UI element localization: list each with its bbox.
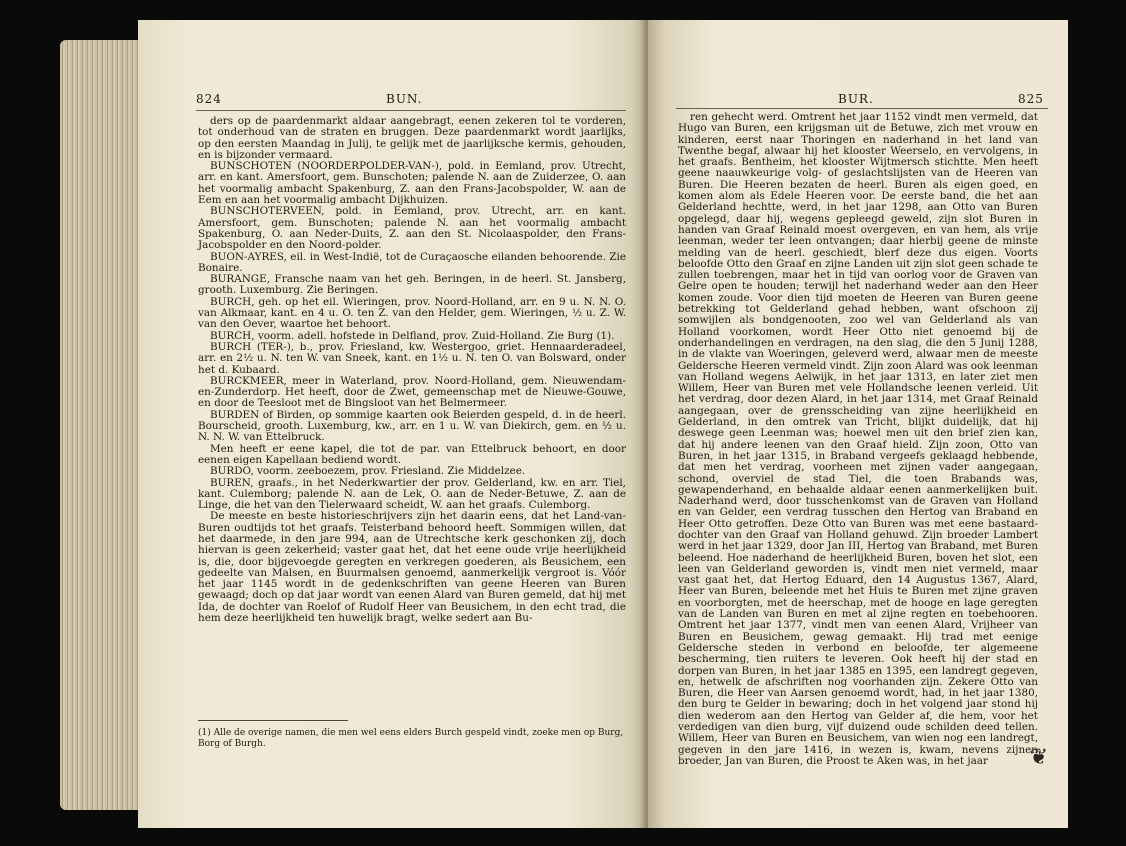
- paragraph: BURDO, voorm. zeeboezem, prov. Friesland. Zie Middelzee.: [210, 465, 526, 478]
- left-page: [138, 20, 646, 828]
- paragraph: BURANGE, Fransche naam van het geh. Beringen, in de heerl. St. Jansberg, grooth. Luxemburg. Zie Beringen.: [198, 273, 626, 297]
- paragraph: BURDEN of Birden, op sommige kaarten ook Beierden gespeld, d. in de heerl. Bourscheid, grooth. Luxemburg, kw., arr. en 1 u. W. van Diekirch, gem. en ½ u. N. N. W. van Ettelbruck.: [198, 408, 626, 444]
- paragraph: ren gehecht werd. Omtrent het jaar 1152 vindt men vermeld, dat Hugo van Buren, een krijgsman uit de Betuwe, zich met vrouw en kinderen, eerst naar Thoringen en naderhand in het land van Twenthe begaf, alwaar hij het klooster Weerselo, en vervolgens, in het graafs. Bentheim, het klooster Wijtmersch stichtte. Men heeft geene naauwkeurige volg- of geslachtslijsten van de Heeren van Buren. Die Heeren bezaten de heerl. Buren als eigen goed, en komen alom als Edele Heeren voor. De eerste band, die het aan Gelderland hechtte, werd, in het jaar 1298, aan Otto van Buren opgelegd, daar hij, wegens gepleegd geweld, zijn slot Buren in handen van Graaf Reinald moest overgeven, en van hem, als vrije leenman, weder ter leen ontvangen; daar hierbij geene de minste melding van de heerl. geschiedt, blerf deze dus eigen. Voorts beloofde Otto den Graaf en zijne Landen uit zijn slot geen schade te zullen toebrengen, maar het in tijd van oorlog voor de Graven van Gelre open te houden; terwijl het naderhand weder aan den Heer komen zoude. Voor dien tijd moeten de Heeren van Buren geene betrekking tot Gelderland gehad hebben, want ofschoon zij somwijlen als bondgenooten, zoo wel van Gelderland als van Holland voorkomen, wordt Heer Otto niet genoemd bij de onderhandelingen en verdragen, na den slag, die den 5 Junij 1288, in de vlakte van Woeringen, geleverd werd, alwaar men de meeste Geldersche Heeren vermeld vindt. Zijn zoon Alard was ook leenman van Holland wegens Aelwijk, in het jaar 1313, en later ziet men Willem, Heer van Buren met vele Hollandsche leenen verleid. Uit het verdrag, door dezen Alard, in het jaar 1314, met Graaf Reinald aangegaan, over de grensscheiding van zijne heerlijkheid en Gelderland, in den omtrek van Tricht, blijkt duidelijk, dat hij deswege geen Leenman was; hoewel men uit den brief zien kan, dat hij andere leenen van den Graaf hield. Zijn zoon, Otto van Buren, in het jaar 1315, in Braband vergeefs geklaagd hebbende, dat men het verdrag, voorheen met zijnen vader aangegaan, schond, overviel de stad Tiel, die toen Brabands was, gewapenderhand, en behaalde aldaar eenen aanmerkelijken buit. Naderhand werd, door tusschenkomst van de Graven van Holland en van Gelder, een verdrag tusschen den Hertog van Braband en Heer Otto getroffen. Deze Otto van Buren was met eene bastaard-dochter van den Graaf van Holland gehuwd. Zijn broeder Lambert werd in het jaar 1329, door Jan III, Hertog van Braband, met Buren beleend. Hoe naderhand de heerlijkheid Buren, boven het slot, een leen van Gelderland geworden is, vindt men niet vermeld, maar vast gaat het, dat Hertog Eduard, den 14 Augustus 1367, Alard, Heer van Buren, beleende met het Huis te Buren met zijne graven en voorborgten, met de heerschap, met de hooge en lage geregten van de Landen van Buren en met al zijne regten en toebehooren. Omtrent het jaar 1377, vindt men van eenen Alard, Vrijheer van Buren en Beusichem, gewag gemaakt. Hij trad met eenige Geldersche steden in verbond en beloofde, ter algemeene bescherming, tien ruiters te leveren. Ook heeft hij der stad en dorpen van Buren, in het jaar 1385 en 1395, een landregt gegeven, en, hetwelk de afschriften nog voorhanden zijn. Zekere Otto van Buren, die Heer van Aarsen genoemd wordt, had, in het jaar 1380, den burg te Gelder in bewaring; doch in het volgend jaar stond hij dien wederom aan den Hertog van Gelder af, die hem, voor het verdedigen van dien burg, vijf duizend oude schilden deed tellen. Willem, Heer van Buren en Beusichem, van wien nog een landregt, gegeven in den jare 1416, in wezen is, kwam, nevens zijnen broeder, Jan van Buren, die Proost te Aken was, in het jaar: [678, 111, 1038, 767]
- open-book: [60, 14, 1070, 840]
- paragraph: De meeste en beste historieschrijvers zijn het daarin eens, dat het Land-van-Buren oudtijds tot het graafs. Teisterband behoord heeft. Sommigen willen, dat het daarmede, in den jare 994, aan de Utrechtsche kerk geschonken zij, doch hiervan is geen zekerheid; vaster gaat het, dat het eene oude vrije heerlijkheid is, die, door bijgevoegde geregten en verkregen goederen, als Beusichem, een gedeelte van Malsen, en Buurmalsen genoemd, aanmerkelijk vergroot is. Vóór het jaar 1145 wordt in de gedenkschriften van geene Heeren van Buren gewaagd; doch op dat jaar wordt van eenen Alard van Buren gemeld, dat hij met Ida, de dochter van Roelof of Rudolf Heer van Beusichem, in den echt trad, die hem deze heerlijkheid ten huwelijk bragt, welke sedert aan Bu-: [198, 510, 626, 625]
- page-number-right: 825: [1018, 92, 1044, 106]
- header-rule-left: [196, 110, 626, 111]
- paragraph: BURCH (TER-), b., prov. Friesland, kw. Westergoo, griet. Hennaarderadeel, arr. en 2½ u. N. ten W. van Sneek, kant. en 1½ u. N. ten O. van Bolsward, onder het d. Kubaard.: [198, 340, 626, 376]
- footnote-rule: [198, 720, 348, 721]
- page-ornament-icon: ❦: [1029, 745, 1048, 770]
- paragraph: BUNSCHOTEN (NOORDERPOLDER-VAN-), pold. in Eemland, prov. Utrecht, arr. en kant. Amersfoort, gem. Bunschoten; palende N. aan de Zuiderzee, O. aan het voormalig ambacht Spakenburg, Z. aan den Frans-Jacobspolder, W. aan de Eem en aan het voormalig ambacht Dijkhuizen.: [198, 160, 626, 207]
- left-body-text: [198, 116, 626, 624]
- right-body-text: [678, 112, 1038, 767]
- footnote: (1) Alle de overige namen, die men wel eens elders Burch gespeld vindt, zoeke men op Burg, Borg of Burgh.: [198, 728, 624, 749]
- running-head-right: BUR.: [838, 92, 874, 106]
- running-head-left: BUN.: [386, 92, 423, 106]
- paragraph: BUNSCHOTERVEEN, pold. in Eemland, prov. Utrecht, arr. en kant. Amersfoort, gem. Bunschoten; palende N. aan het voormalig ambacht Spakenburg, O. aan Neder-Duits, Z. aan den St. Nicolaaspolder, den Frans-Jacobspolder en den Noord-polder.: [198, 205, 626, 252]
- paragraph: ders op de paardenmarkt aldaar aangebragt, eenen zekeren tol te vorderen, tot onderhoud van de straten en bruggen. Deze paardenmarkt wordt jaarlijks, op den eersten Maandag in Julij, te gelijk met de jaarlijksche kermis, gehouden, en is bijzonder vermaard.: [198, 115, 626, 161]
- paragraph: BUREN, graafs., in het Nederkwartier der prov. Gelderland, kw. en arr. Tiel, kant. Culemborg; palende N. aan de Lek, O. aan de Neder-Betuwe, Z. aan de Linge, die het van den Tielerwaard scheidt, W. aan het graafs. Culemborg.: [198, 476, 626, 512]
- paragraph: BURCH, voorm. adell. hofstede in Delfland, prov. Zuid-Holland. Zie Burg (1).: [210, 329, 615, 342]
- paragraph: Men heeft er eene kapel, die tot de par. van Ettelbruck behoort, en door eenen eigen Kapellaan bediend wordt.: [198, 442, 626, 466]
- paragraph: BUON-AYRES, eil. in West-Indië, tot de Curaçaosche eilanden behoorende. Zie Bonaire.: [198, 250, 626, 274]
- paragraph: BURCKMEER, meer in Waterland, prov. Noord-Holland, gem. Nieuwendam-en-Zunderdorp. Het heeft, door de Zwet, gemeenschap met de Nieuwe-Gouwe, en door de Teesloot met de Bingsloot van het Belmermeer.: [198, 374, 626, 410]
- right-page: [648, 20, 1068, 828]
- page-edges: [60, 40, 140, 810]
- header-rule-right: [676, 108, 1048, 109]
- paragraph: BURCH, geh. op het eil. Wieringen, prov. Noord-Holland, arr. en 9 u. N. N. O. van Alkmaar, kant. en 4 u. O. ten Z. van den Helder, gem. Wieringen, ½ u. Z. W. van den Oever, waartoe het behoort.: [198, 295, 626, 331]
- page-number-left: 824: [196, 92, 222, 106]
